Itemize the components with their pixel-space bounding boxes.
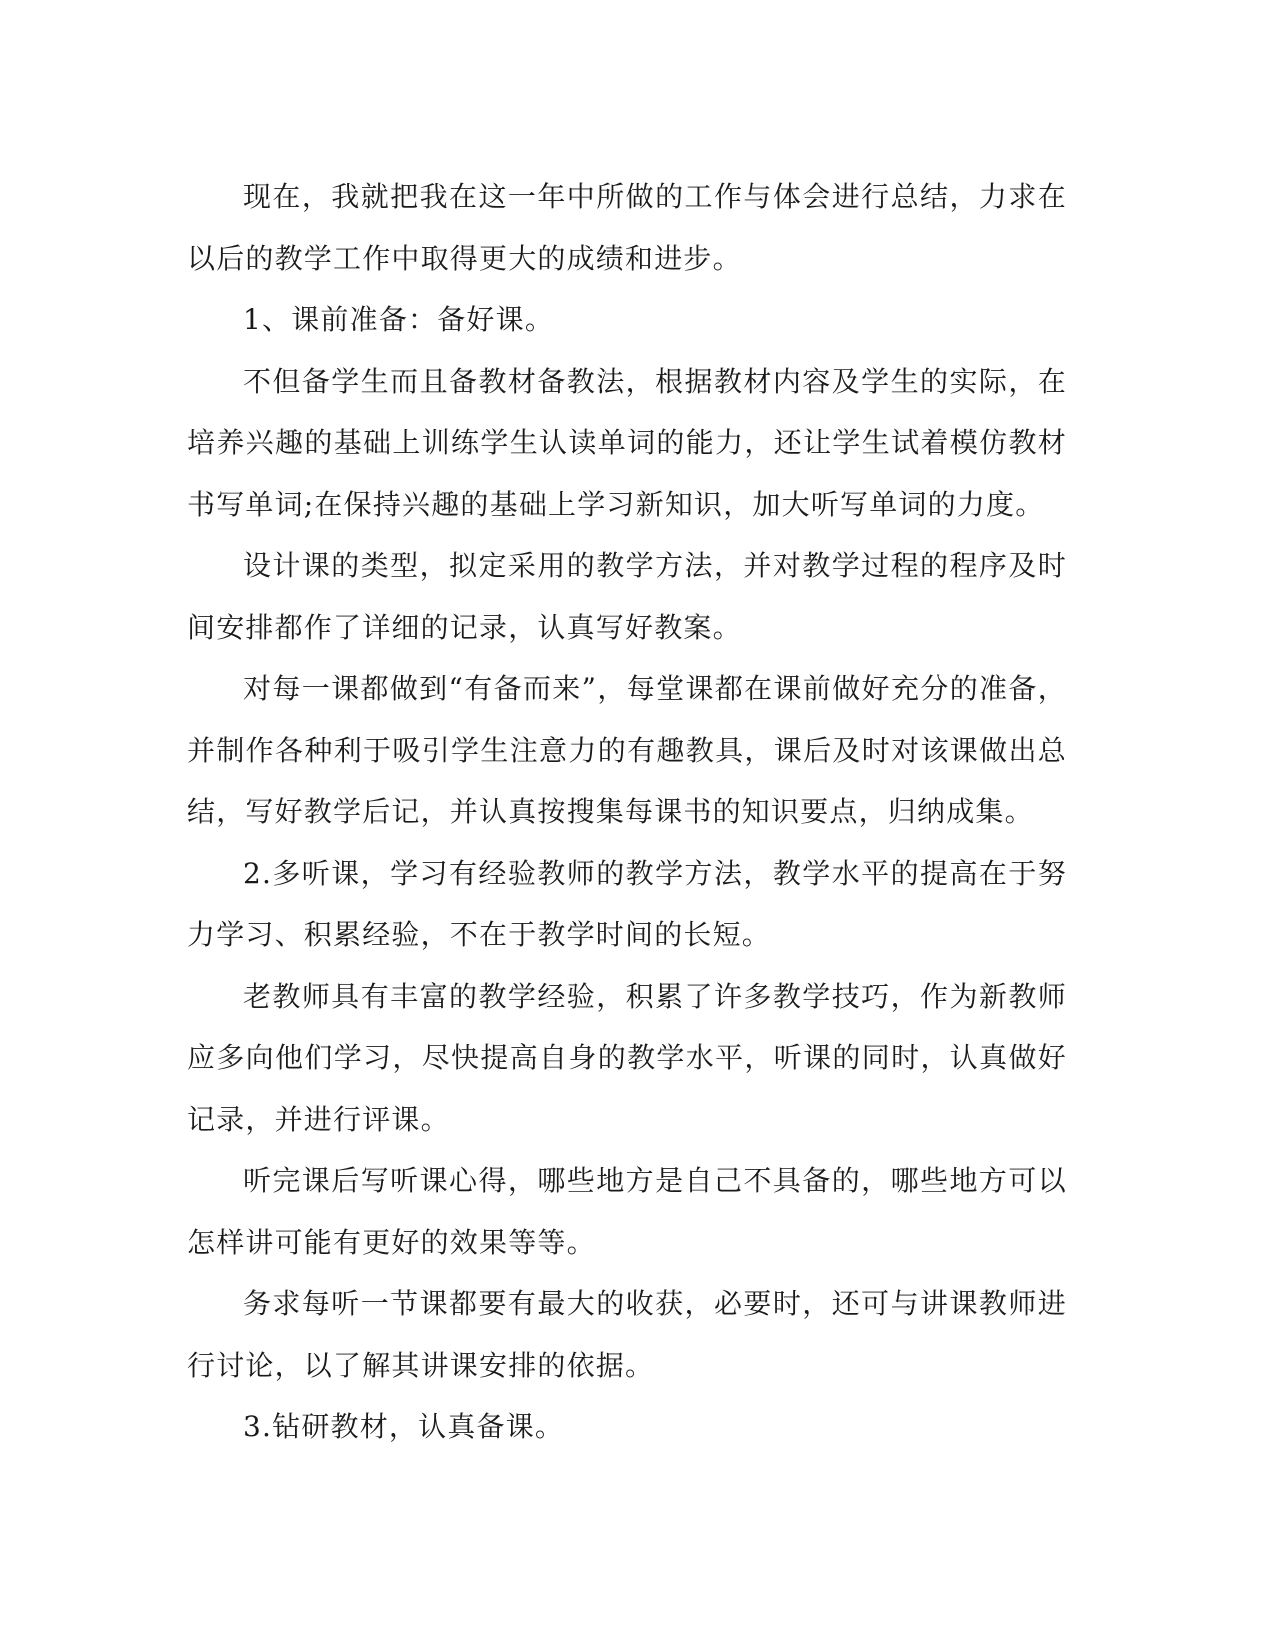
paragraph-lesson-reflection: 听完课后写听课心得，哪些地方是自己不具备的，哪些地方可以怎样讲可能有更好的效果等等。 (187, 1164, 1067, 1259)
paragraph-prepare-students: 不但备学生而且备教材备教法，根据教材内容及学生的实际，在培养兴趣的基础上训练学生认读单词的能力，还让学生试着模仿教材书写单词;在保持兴趣的基础上学习新知识，加大听写单词的力度。 (187, 364, 1067, 521)
paragraph-learn-from-veterans: 老教师具有丰富的教学经验，积累了许多教学技巧，作为新教师应多向他们学习，尽快提高自身的教学水平，听课的同时，认真做好记录，并进行评课。 (187, 979, 1067, 1136)
paragraph-summary-intro: 现在，我就把我在这一年中所做的工作与体会进行总结，力求在以后的教学工作中取得更大的成绩和进步。 (187, 180, 1067, 275)
heading-lesson-preparation: 1、课前准备：备好课。 (243, 303, 555, 336)
heading-attend-lessons: 2.多听课，学习有经验教师的教学方法，教学水平的提高在于努力学习、积累经验，不在于教学时间的长短。 (187, 856, 1067, 951)
document-body (187, 166, 1067, 1458)
paragraph-discussion: 务求每听一节课都要有最大的收获，必要时，还可与讲课教师进行讨论，以了解其讲课安排的依据。 (187, 1287, 1067, 1382)
paragraph-well-prepared: 对每一课都做到“有备而来”，每堂课都在课前做好充分的准备，并制作各种利于吸引学生注意力的有趣教具，课后及时对该课做出总结，写好教学后记，并认真按搜集每课书的知识要点，归纳成集。 (187, 672, 1067, 828)
paragraph-lesson-design: 设计课的类型，拟定采用的教学方法，并对教学过程的程序及时间安排都作了详细的记录，认真写好教案。 (187, 549, 1067, 644)
heading-study-materials: 3.钻研教材，认真备课。 (243, 1410, 565, 1443)
